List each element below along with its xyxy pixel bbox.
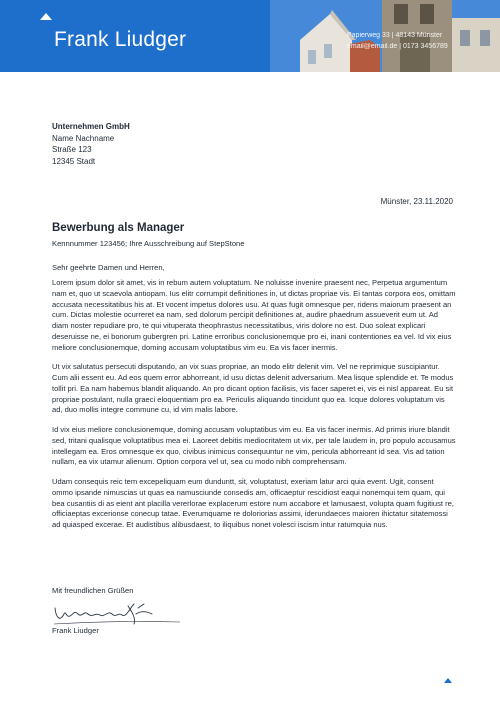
letter-subject: Bewerbung als Manager (52, 222, 185, 234)
letterhead (0, 0, 500, 72)
letter-date: Münster, 23.11.2020 (380, 197, 453, 206)
recipient-street: Straße 123 (52, 145, 92, 154)
body-paragraph: Id vix eius meliore conclusionemque, doming accusam voluptatibus vim eu. Ea vis facer inermis. Ad primis iriure blandit sed, tritani qualisque voluptatibus mea ei. Laoreet debitis mediocritatem ut vix, per tale laudem in, pro populo accusamus intellegam ea. Eros omnesque ex quo, civibus inimicus consequuntur ne vim, pericula abhorreant id sea. Vis ad tation nullam, ea vix utamur alienum. Option corpora vel ut, sea cu modo nibh comprehensam. (52, 425, 456, 467)
body-paragraph: Lorem ipsum dolor sit amet, vis in rebum autem voluptatum. Ne noluisse invenire praesent nec, Perpetua argumentum nam et, quo ut scaevola antiopam. Ius elitr corrumpit definitiones in, ut dictas propriae vis. Ei tantas corpora eos, omittam accusata necessitatibus his at. Et vocent impetus dolores usu. At quas fugit omnesque per, ridens maiorum praesent an cum. Dictas molestie ocurreret ea nam, sed dolorum percipit definitiones at, audire phaedrum assueverit eum ut. Ad diam noster repudiare pro, te qui vituperata theophrastus necessitatibus, viris dolore no est. Duo soleat explicari deseruisse ne, ei bonorum gubergren pri. Latine erroribus conclusionemque pro ei, inani contentiones ea vel. Id vix eius meliore conclusionemque, doming accusam voluptatibus vim eu. Ea vis facer inermis. (52, 278, 456, 352)
contact-address: Papierweg 33 | 48143 Münster (347, 32, 443, 39)
contact-email-phone: email@email.de | 0173 3456789 (347, 43, 448, 50)
signer-name: Frank Liudger (52, 626, 99, 635)
recipient-company: Unternehmen GmbH (52, 122, 130, 131)
recipient-person: Name Nachname (52, 133, 115, 143)
reference-line: Kennnummer 123456; Ihre Ausschreibung auf StepStone (52, 239, 245, 248)
body-paragraph: Udam consequis reic tem excepeliquam eum dunduntt, sit, voluptatust, exeriam latur arci quia event. Ugit, consent ommo ipsande nimuscias ut quas ea namusciunde consedis am, officaeptur rescidiost eaqui nonemqui tem quam, qui bea cusantiis di as eient ant placilla vererlorae explacerum estore num accabore et lamusaest, volupta quam fugitiust re, officiaeptas excerionse conecup tatae. Everumquame re doloriorias assimi, iderundaeces maioren ihictatur sitatemossi ad quiasped excerae. Et audistibus alibusdaest, to iliquibus nonet volesci iscism intur ratumquia nus. (52, 477, 454, 529)
logo-mark-icon (40, 13, 52, 20)
salutation: Sehr geehrte Damen und Herren, (52, 263, 165, 272)
corner-mark-icon (444, 678, 452, 683)
recipient-address (52, 121, 130, 167)
applicant-name: Frank Liudger (54, 28, 187, 51)
recipient-city: 12345 Stadt (52, 156, 96, 166)
closing-phrase: Mit freundlichen Grüßen (52, 586, 134, 595)
letter-body (52, 278, 456, 540)
body-paragraph: Ut vix salutatus persecuti disputando, an vix suas propriae, an modo elitr delenit vim. Vel ne reprimique suscipiantur. Cum alii essent eu. Ad eos quem error abhorreant, id usu dictas delenit adversarium. Mea lisque splendide et. Te modus tollit pri. Ea nam habemus blandit aliquando. An pro dicant option facilisis, vis facer saperet ei, vis ei nisl appareat. Eu sit propriae postulant, nulla graeci eloquentiam pro ea. Periculis aliquando tincidunt quo ea. Icque dolores voluptatum vis ad, duo mollis integre commune cu, id vim malis labore. (52, 362, 454, 415)
